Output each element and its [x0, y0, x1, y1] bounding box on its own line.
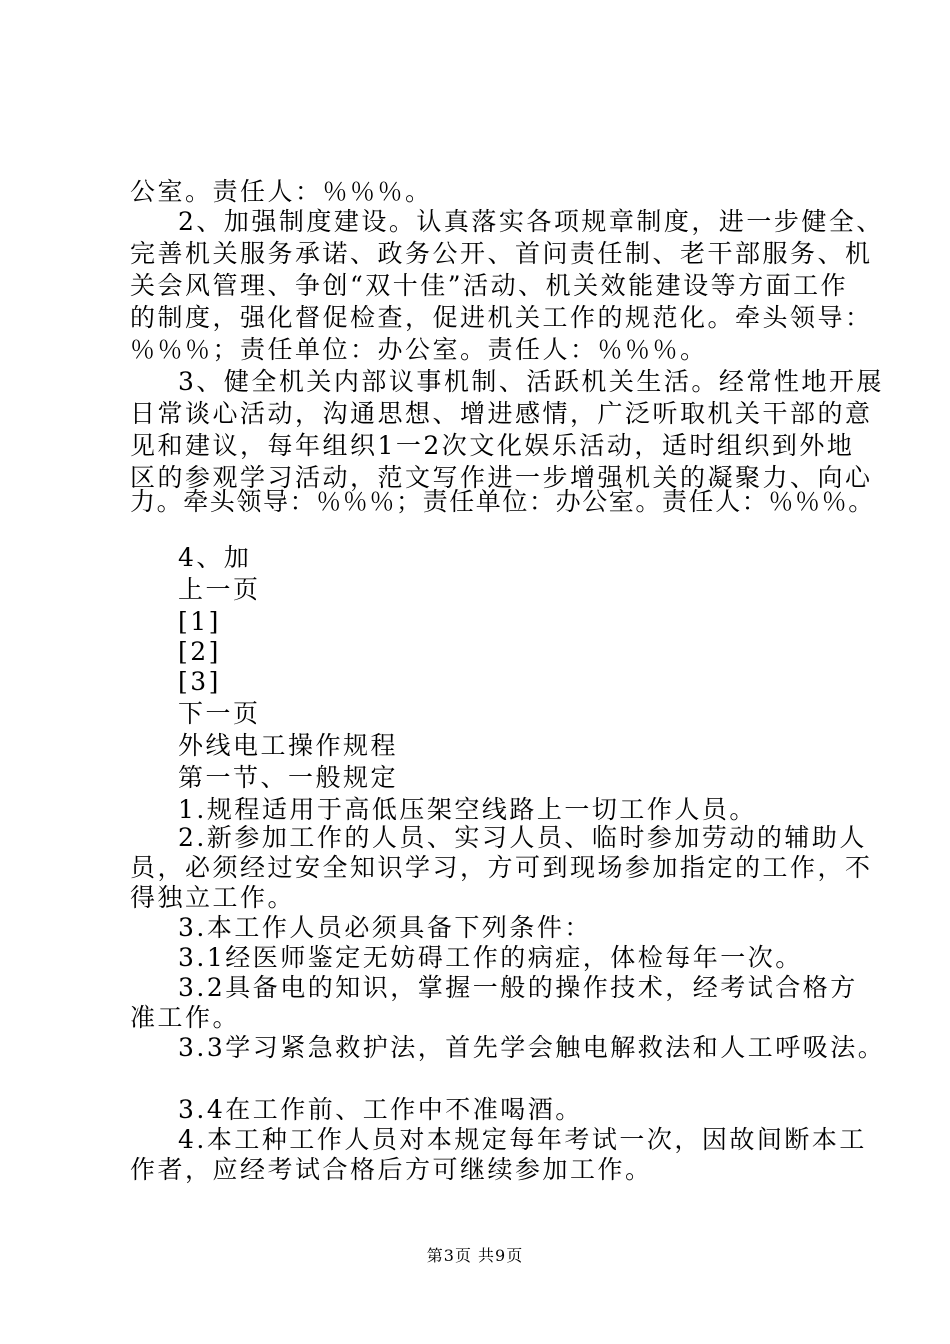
text-line: 员，必须经过安全知识学习，方可到现场参加指定的工作，不	[130, 853, 873, 882]
text-line: 3、健全机关内部议事机制、活跃机关生活。经常性地开展	[178, 367, 884, 396]
text-line: 4、加	[178, 543, 252, 572]
page-link-3[interactable]: [3]	[178, 667, 221, 696]
text-line: 2.新参加工作的人员、实习人员、临时参加劳动的辅助人	[178, 823, 867, 852]
text-line: 3.1经医师鉴定无妨碍工作的病症，体检每年一次。	[178, 943, 803, 972]
page-link-2[interactable]: [2]	[178, 637, 221, 666]
text-line: 见和建议，每年组织1一2次文化娱乐活动，适时组织到外地	[130, 431, 855, 460]
text-line: ％％％；责任单位：办公室。责任人：％％％。	[130, 335, 708, 364]
text-line: 3.3学习紧急救护法，首先学会触电解救法和人工呼吸法。	[178, 1033, 886, 1062]
text-line: 日常谈心活动，沟通思想、增进感情，广泛听取机关干部的意	[130, 399, 873, 428]
prev-page-link[interactable]: 上一页	[178, 575, 261, 604]
page-link-1[interactable]: [1]	[178, 607, 221, 636]
text-line: 完善机关服务承诺、政务公开、首问责任制、老干部服务、机	[130, 239, 873, 268]
text-line: 得独立工作。	[130, 883, 296, 912]
text-line: 关会风管理、争创“双十佳”活动、机关效能建设等方面工作	[130, 271, 849, 300]
text-line: 3.2具备电的知识，掌握一般的操作技术，经考试合格方	[178, 973, 858, 1002]
text-line: 3.本工作人员必须具备下列条件：	[178, 913, 592, 942]
text-line: 力。牵头领导：％％％；责任单位：办公室。责任人：％％％。	[130, 487, 875, 516]
text-line: 1.规程适用于高低压架空线路上一切工作人员。	[178, 795, 757, 824]
text-line: 4.本工种工作人员对本规定每年考试一次，因故间断本工	[178, 1125, 867, 1154]
text-line: 公室。责任人：％％％。	[130, 177, 433, 206]
text-line: 作者，应经考试合格后方可继续参加工作。	[130, 1155, 653, 1184]
next-page-link[interactable]: 下一页	[178, 699, 261, 728]
page-footer: 第3页 共9页	[426, 1246, 524, 1265]
text-line: 2、加强制度建设。认真落实各项规章制度，进一步健全、	[178, 207, 884, 236]
text-line: 3.4在工作前、工作中不准喝酒。	[178, 1095, 583, 1124]
section-heading: 第一节、一般规定	[178, 763, 399, 792]
section-title: 外线电工操作规程	[178, 731, 399, 760]
text-line: 区的参观学习活动，范文写作进一步增强机关的凝聚力、向心	[130, 463, 873, 492]
text-line: 准工作。	[130, 1003, 241, 1032]
text-line: 的制度，强化督促检查，促进机关工作的规范化。牵头领导：	[130, 303, 873, 332]
